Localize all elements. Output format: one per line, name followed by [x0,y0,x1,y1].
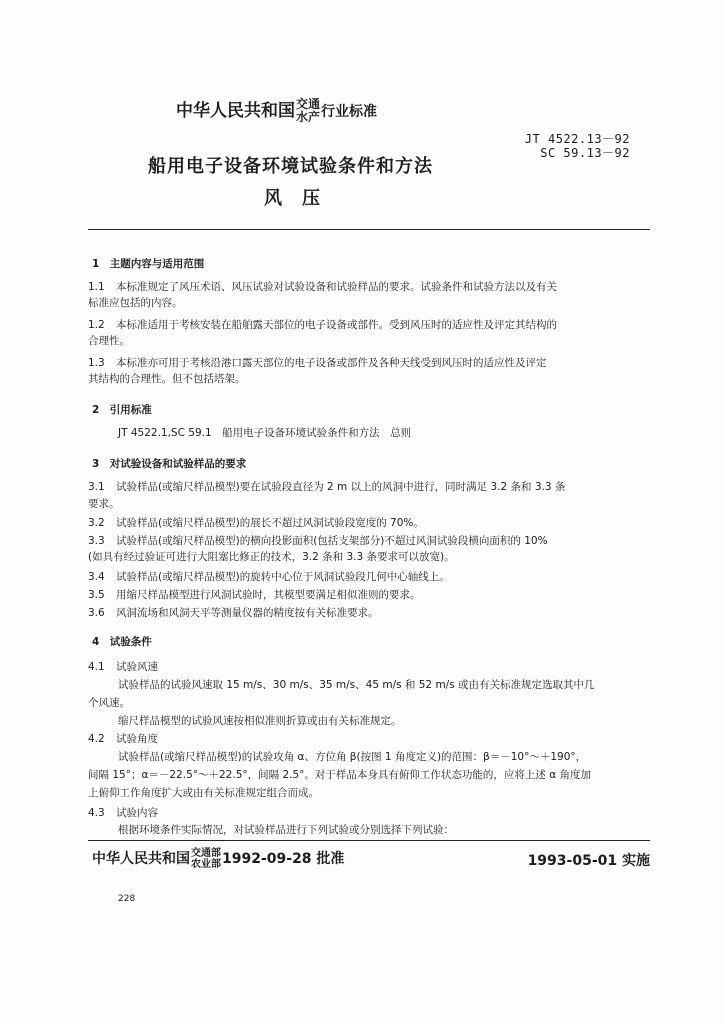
para-4-3-a: 根据环境条件实际情况，对试验样品进行下列试验或分别选择下列试验： [118,824,454,836]
section-4-heading: 4 试验条件 [92,636,152,648]
ministry-top: 交通 [296,97,321,111]
ministry-bottom: 水产 [296,110,321,124]
footer-ministry-stack [191,848,221,870]
para-1-2-cont: 合理性。 [88,335,130,347]
document-subtitle: 风 压 [264,188,321,209]
para-4-1-c: 缩尺样品模型的试验风速按相似准则折算或由有关标准规定。 [118,715,402,727]
para-4-1-b: 个风速。 [88,697,130,709]
para-4-2-title: 4.2 试验角度 [88,733,158,745]
approve-date: 1992-09-28 批准 [222,851,345,867]
country-name: 中华人民共和国 [176,101,295,121]
footer-ministry-top: 交通部 [191,848,221,859]
para-3-4: 3.4 试验样品(或缩尺样品模型)的旋转中心位于风洞试验段几何中心轴线上。 [88,571,450,583]
document-title: 船用电子设备环境试验条件和方法 [148,156,433,177]
para-4-3-title: 4.3 试验内容 [88,807,158,819]
footer-ministry-bottom: 农业部 [191,859,221,870]
section-2-heading: 2 引用标准 [92,404,152,416]
standard-code-jt: JT 4522.13－92 [524,132,630,146]
para-1-3-cont: 其结构的合理性。但不包括塔架。 [88,373,246,385]
para-4-2-c: 上俯仰工作角度扩大或由有关标准规定组合而成。 [88,787,319,799]
footer-country: 中华人民共和国 [92,851,190,867]
ministry-stack [296,98,320,124]
section-1-heading: 1 主题内容与适用范围 [92,258,205,270]
page-number: 228 [118,894,136,904]
para-1-1-cont: 标准应包括的内容。 [88,297,183,309]
para-3-1: 3.1 试验样品(或缩尺样品模型)要在试验段直径为 2 m 以上的风洞中进行，同时满足 3.2 条和 3.3 条 [88,481,566,493]
standard-type: 行业标准 [321,104,378,120]
standard-code-sc: SC 59.13－92 [540,146,630,160]
para-3-6: 3.6 风洞流场和风洞天平等测量仪器的精度按有关标准要求。 [88,607,379,619]
para-3-3-cont: (如具有经过验证可进行大阻塞比修正的技术，3.2 条和 3.3 条要求可以放宽)。 [88,551,455,563]
para-4-1-a: 试验样品的试验风速取 15 m/s、30 m/s、35 m/s、45 m/s 和 52 m/s 或由有关标准规定选取其中几 [118,679,595,691]
section-3-heading: 3 对试验设备和试验样品的要求 [92,458,247,470]
para-4-2-a: 试验样品(或缩尺样品模型)的试验攻角 α、方位角 β(按图 1 角度定义)的范围：β＝－10°～＋190°， [118,751,587,763]
para-3-5: 3.5 用缩尺样品模型进行风洞试验时，其模型要满足相似准则的要求。 [88,589,421,601]
para-3-2: 3.2 试验样品(或缩尺样品模型)的展长不超过风洞试验段宽度的 70%。 [88,517,424,529]
issuing-authority [176,96,377,124]
para-1-2: 1.2 本标准适用于考核安装在船舶露天部位的电子设备或部件。受到风压时的适应性及评定其结构的 [88,319,557,331]
footer-rule [88,840,650,841]
footer-authority [92,848,344,870]
header-rule [88,229,650,230]
implement-date: 1993-05-01 实施 [527,853,650,869]
para-4-1-title: 4.1 试验风速 [88,661,158,673]
reference-standard: JT 4522.1,SC 59.1 船用电子设备环境试验条件和方法 总则 [118,427,412,439]
para-1-3: 1.3 本标准亦可用于考核沿港口露天部位的电子设备或部件及各种天线受到风压时的适应性及评定 [88,357,547,369]
para-3-1-cont: 要求。 [88,498,120,510]
para-1-1: 1.1 本标准规定了风压术语、风压试验对试验设备和试验样品的要求。试验条件和试验方法以及有关 [88,281,557,293]
para-4-2-b: 间隔 15°；α＝－22.5°～＋22.5°，间隔 2.5°。对于样品本身具有俯仰工作状态功能的，应将上述 α 角度加 [88,769,592,781]
para-3-3: 3.3 试验样品(或缩尺样品模型)的横向投影面积(包括支架部分)不超过风洞试验段横向面积的 10% [88,535,548,547]
